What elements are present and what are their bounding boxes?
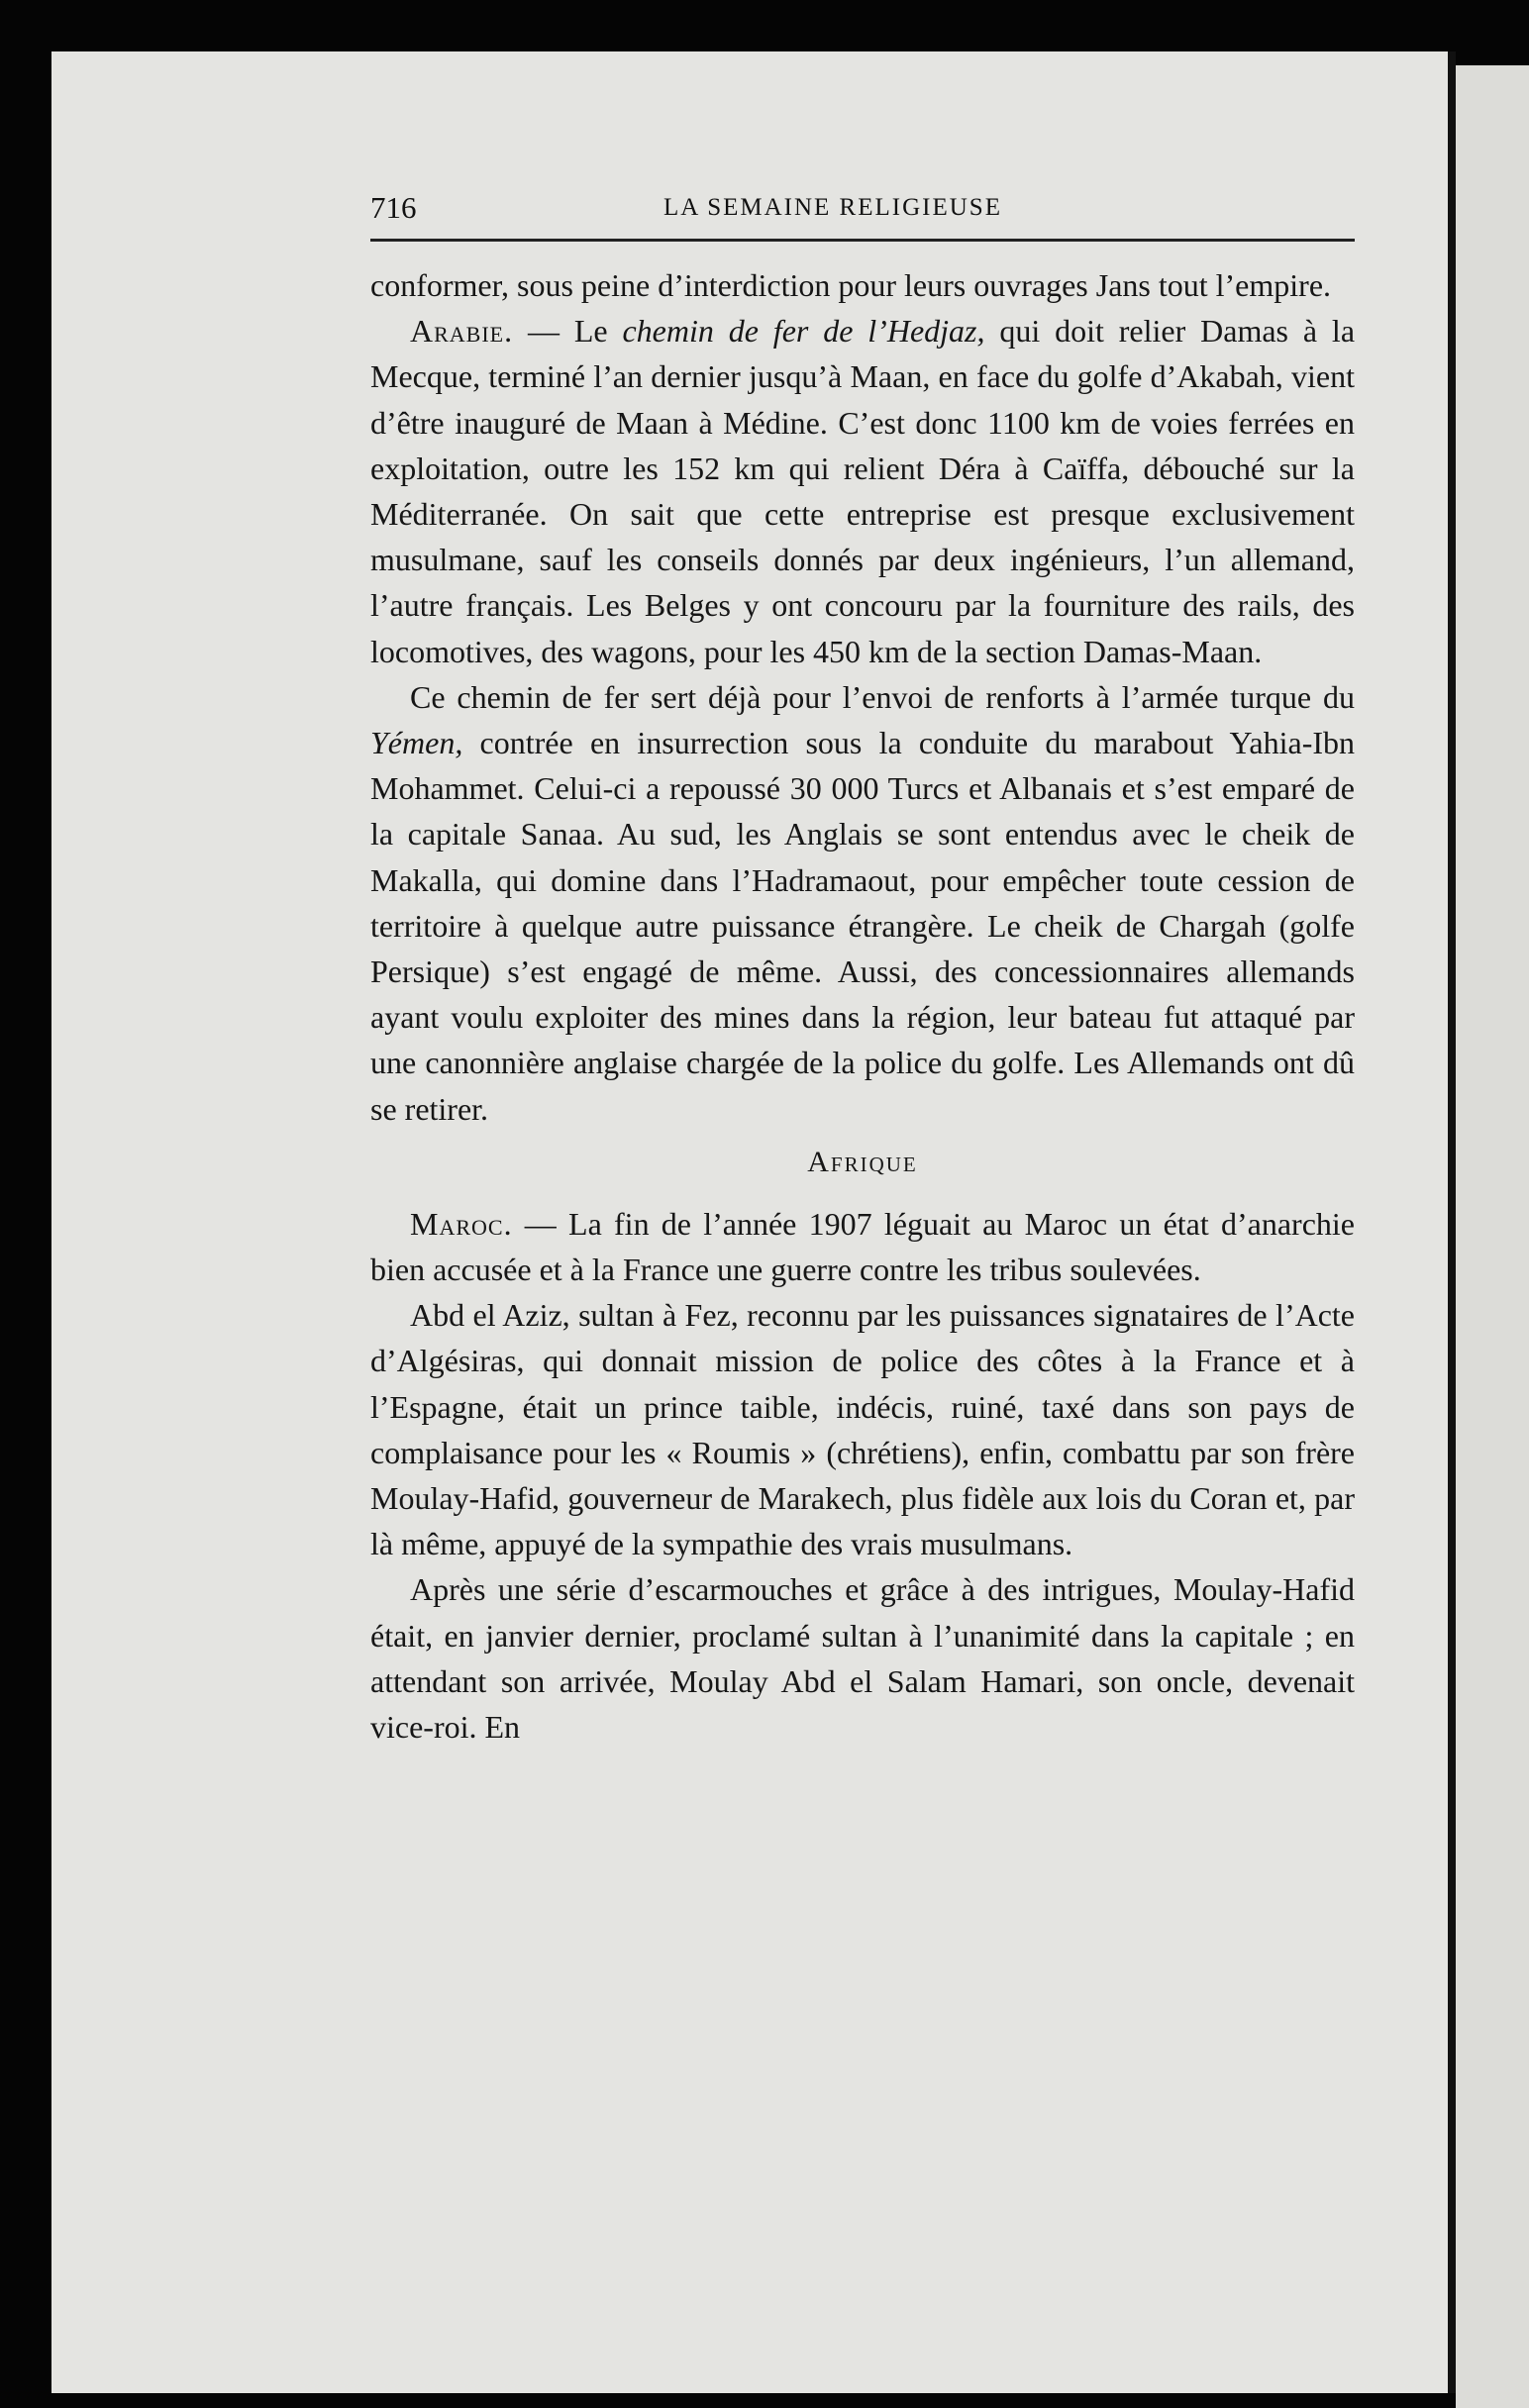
paragraph-abd-el-aziz: Abd el Aziz, sultan à Fez, reconnu par les puissances signataires de l’Acte d’Algésiras, qui donnait mission de police des côtes à la France et à l’Espagne, était un prince taible, indécis, ruiné, taxé dans son pays de complaisance pour les « Roumis » (chrétiens), enfin, combattu par son frère Moulay-Hafid, gouverneur de Marakech, plus fidèle aux lois du Coran et, par là même, appuyé de la sympathie des vrais musulmans. [370, 1297, 1355, 1562]
body-text [370, 262, 1355, 1750]
paragraph-yemen [370, 674, 1355, 1132]
paragraph-dash: — Le [513, 313, 623, 350]
paragraph-lead-maroc: Maroc. [410, 1205, 513, 1242]
paragraph-arabie [370, 308, 1355, 674]
page-edge-shadow [1448, 51, 1456, 2393]
page-header [370, 182, 1355, 236]
header-rule [370, 239, 1355, 242]
section-heading-afrique: Afrique [807, 1145, 918, 1178]
paragraph-maroc [370, 1201, 1355, 1292]
italic-phrase-hedjaz: chemin de fer de l’Hedjaz, [622, 313, 985, 350]
paragraph-text: contrée en insurrection sous la conduite du marabout Yahia-Ibn Mohammet. Celui-ci a repoussé 30 000 Turcs et Albanais et s’est emparé de la capitale Sanaa. Au sud, les Anglais se sont entendus avec le cheik de Makalla, qui domine dans l’Hadramaout, pour empêcher toute cession de territoire à quelque autre puissance étrangère. Le cheik de Chargah (golfe Persique) s’est engagé de même. Aussi, des concessionnaires allemands ayant voulu exploiter des mines dans la région, leur bateau fut attaqué par une canonnière anglaise chargée de la police du golfe. Les Allemands ont dû se retirer. [370, 725, 1355, 1127]
paragraph-text: Ce chemin de fer sert déjà pour l’envoi de renforts à l’armée turque du [410, 678, 1355, 715]
page-number: 716 [370, 190, 417, 225]
italic-word-yemen: Yémen, [370, 725, 463, 761]
running-title: LA SEMAINE RELIGIEUSE [663, 194, 1002, 221]
paragraph-text: qui doit relier Damas à la Mecque, terminé l’an dernier jusqu’à Maan, en face du golfe d’Akabah, vient d’être inauguré de Maan à Médine. C’est donc 1100 km de voies ferrées en exploitation, outre les 152 km qui relient Déra à Caïffa, débouché sur la Méditerranée. On sait que cette entreprise est presque exclusivement musulmane, sauf les conseils donnés par deux ingénieurs, l’un allemand, l’autre français. Les Belges y ont concouru par la fourniture des rails, des locomotives, des wagons, pour les 450 km de la section Damas-Maan. [370, 313, 1356, 669]
next-page-edge [1456, 65, 1529, 2408]
paragraph-lead-arabie: Arabie. [410, 313, 514, 350]
paragraph-text: — La fin de l’année 1907 léguait au Maroc un état d’anarchie bien accusée et à la France une guerre contre les tribus soulevées. [370, 1205, 1355, 1288]
paragraph-continuation: conformer, sous peine d’interdiction pour leurs ouvrages Jans tout l’empire. [370, 267, 1332, 303]
paragraph-moulay-hafid: Après une série d’escarmouches et grâce à des intrigues, Moulay-Hafid était, en janvier dernier, proclamé sultan à l’unanimité dans la capitale ; en attendant son arrivée, Moulay Abd el Salam Hamari, son oncle, devenait vice-roi. En [370, 1571, 1355, 1746]
